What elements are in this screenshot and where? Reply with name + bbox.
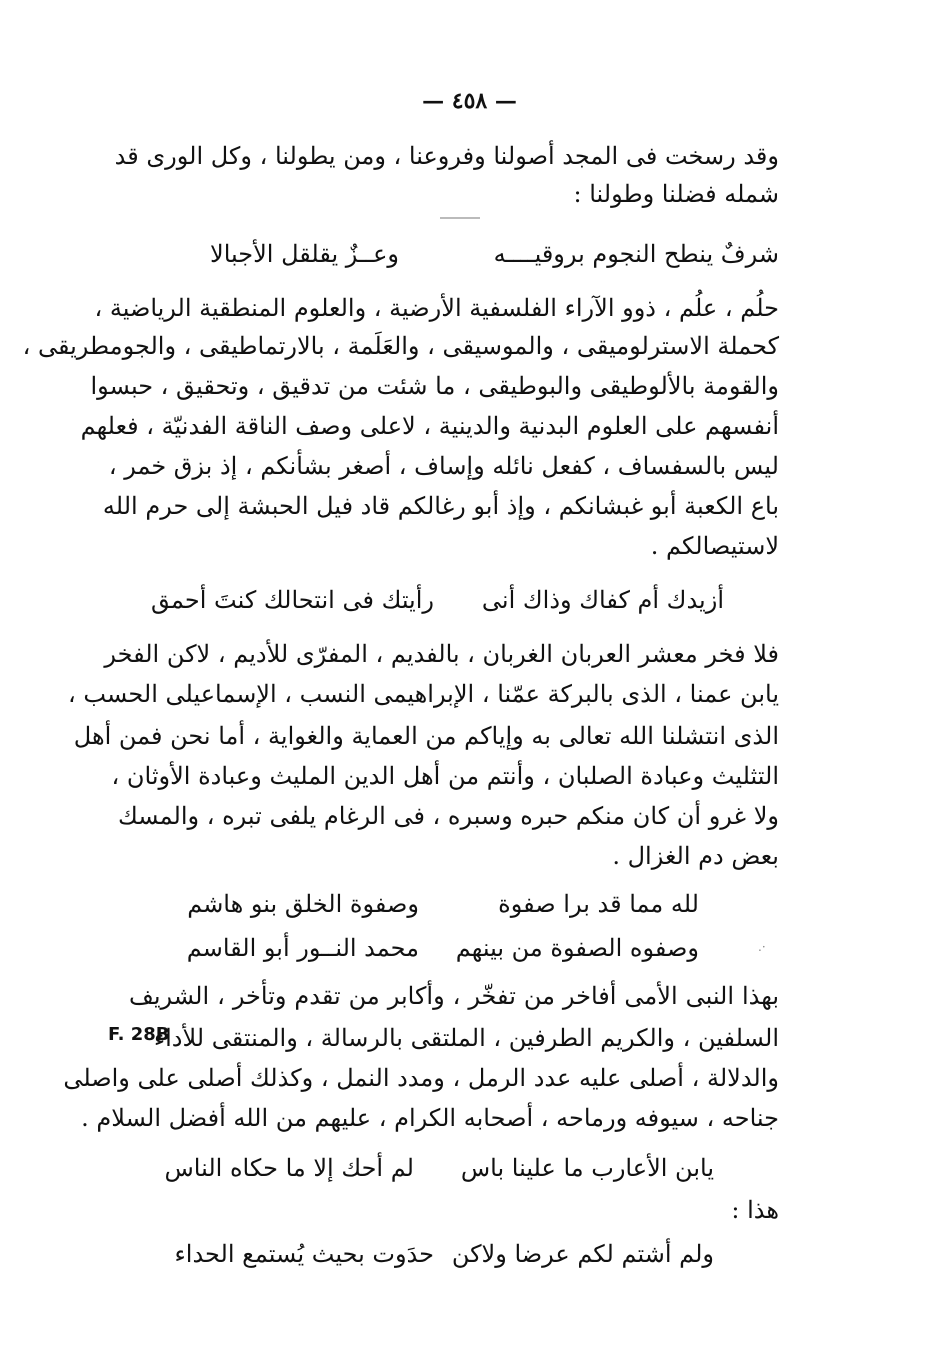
paragraph-line: والدلالة ، أصلى عليه عدد الرمل ، ومدد النمل ، وكذلك أصلى على واصلى bbox=[63, 1064, 779, 1092]
verse-second-hemistich: رأيتك فى انتحالك كنتَ أحمق bbox=[151, 586, 434, 614]
page-number: — ٤٥٨ — bbox=[422, 88, 517, 114]
verse-first-hemistich: لله مما قد برا صفوة bbox=[498, 890, 699, 918]
paragraph-line: كحملة الاسترلوميقى ، والموسيقى ، والعَلَمة ، بالارتماطيقى ، والجومطريقى ، bbox=[22, 332, 779, 360]
paragraph-line: هذا : bbox=[731, 1196, 779, 1224]
paragraph-line: لاستيصالكم . bbox=[650, 532, 779, 560]
verse-second-hemistich: وصفوة الخلق بنو هاشم bbox=[187, 890, 419, 918]
verse-first-hemistich: وصفوه الصفوة من بينهم bbox=[455, 934, 699, 962]
verse-line bbox=[0, 1234, 939, 1274]
paragraph-line: ليس بالسفساف ، كفعل نائله وإساف ، أصغر بشأنكم ، إذ بزق خمر ، bbox=[108, 452, 779, 480]
paragraph-line: ولا غرو أن كان منكم حبره وسبره ، فى الرغام يلفى تبره ، والمسك bbox=[118, 802, 779, 830]
verse-line bbox=[0, 234, 939, 274]
paragraph-line: أنفسهم على العلوم البدنية والدينية ، لاعلى وصف الناقة الفدنيّة ، فعلهم bbox=[80, 412, 779, 440]
verse-second-hemistich: وعــزٌ يقلقل الأجبالا bbox=[210, 240, 399, 268]
paragraph-line: باع الكعبة أبو غبشانكم ، وإذ أبو رغالكم قاد فيل الحبشة إلى حرم الله bbox=[102, 492, 779, 520]
paragraph-line: والقومة بالألوطيقى والبوطيقى ، ما شئت من تدقيق ، وتحقيق ، حبسوا bbox=[90, 372, 779, 400]
paragraph-line: بهذا النبى الأمى أفاخر من تفخّر ، وأكابر من تقدم وتأخر ، الشريف bbox=[129, 982, 779, 1010]
paragraph-line: الذى انتشلنا الله تعالى به وإياكم من العماية والغواية ، أما نحن فمن أهل bbox=[73, 722, 779, 750]
paragraph-line: شمله فضلنا وطولنا : bbox=[573, 180, 779, 208]
paragraph-line: حلُم ، علُم ، ذوو الآراء الفلسفية الأرضية ، والعلوم المنطقية الرياضية ، bbox=[94, 294, 779, 322]
verse-line bbox=[0, 580, 939, 620]
paragraph-line: جناحه ، سيوفه ورماحه ، أصحابه الكرام ، عليهم من الله أفضل السلام . bbox=[81, 1104, 779, 1132]
verse-second-hemistich: محمد النــور أبو القاسم bbox=[186, 934, 419, 962]
verse-first-hemistich: ولم أشتم لكم عرضا ولاكن bbox=[451, 1240, 714, 1268]
verse-line bbox=[0, 928, 939, 968]
verse-second-hemistich: حدَوت بحيث يُستمع الحداء bbox=[174, 1240, 434, 1268]
folio-marker: F. 28B bbox=[108, 1024, 170, 1045]
stray-ink-mark bbox=[440, 217, 480, 219]
verse-line bbox=[0, 1148, 939, 1188]
verse-first-hemistich: أزيدك أم كفاك وذاك أنى bbox=[481, 586, 724, 614]
paragraph-line: السلفين ، والكريم الطرفين ، الملتقى بالرسالة ، والمنتقى للأداء bbox=[153, 1024, 779, 1052]
paragraph-line: التثليث وعبادة الصلبان ، وأنتم من أهل الدين المليث وعبادة الأوثان ، bbox=[111, 762, 779, 790]
paragraph-line: فلا فخر معشر العربان الغربان ، بالفديم ، المفرّى للأديم ، لاكن الفخر bbox=[104, 640, 779, 668]
verse-line bbox=[0, 884, 939, 924]
paragraph-line: وقد رسخت فى المجد أصولنا وفروعنا ، ومن يطولنا ، وكل الورى قد bbox=[114, 142, 779, 170]
paragraph-line: يابن عمنا ، الذى بالبركة عمّنا ، الإبراهيمى النسب ، الإسماعيلى الحسب ، bbox=[68, 680, 779, 708]
verse-first-hemistich: شرفٌ ينطح النجوم بروقيــــه bbox=[493, 240, 779, 268]
paragraph-line: بعض دم الغزال . bbox=[612, 842, 779, 870]
stray-speck: ·. bbox=[758, 940, 766, 954]
verse-second-hemistich: لم أحك إلا ما حكاه الناس bbox=[164, 1154, 414, 1182]
verse-first-hemistich: يابن الأعارب ما علينا باس bbox=[460, 1154, 714, 1182]
